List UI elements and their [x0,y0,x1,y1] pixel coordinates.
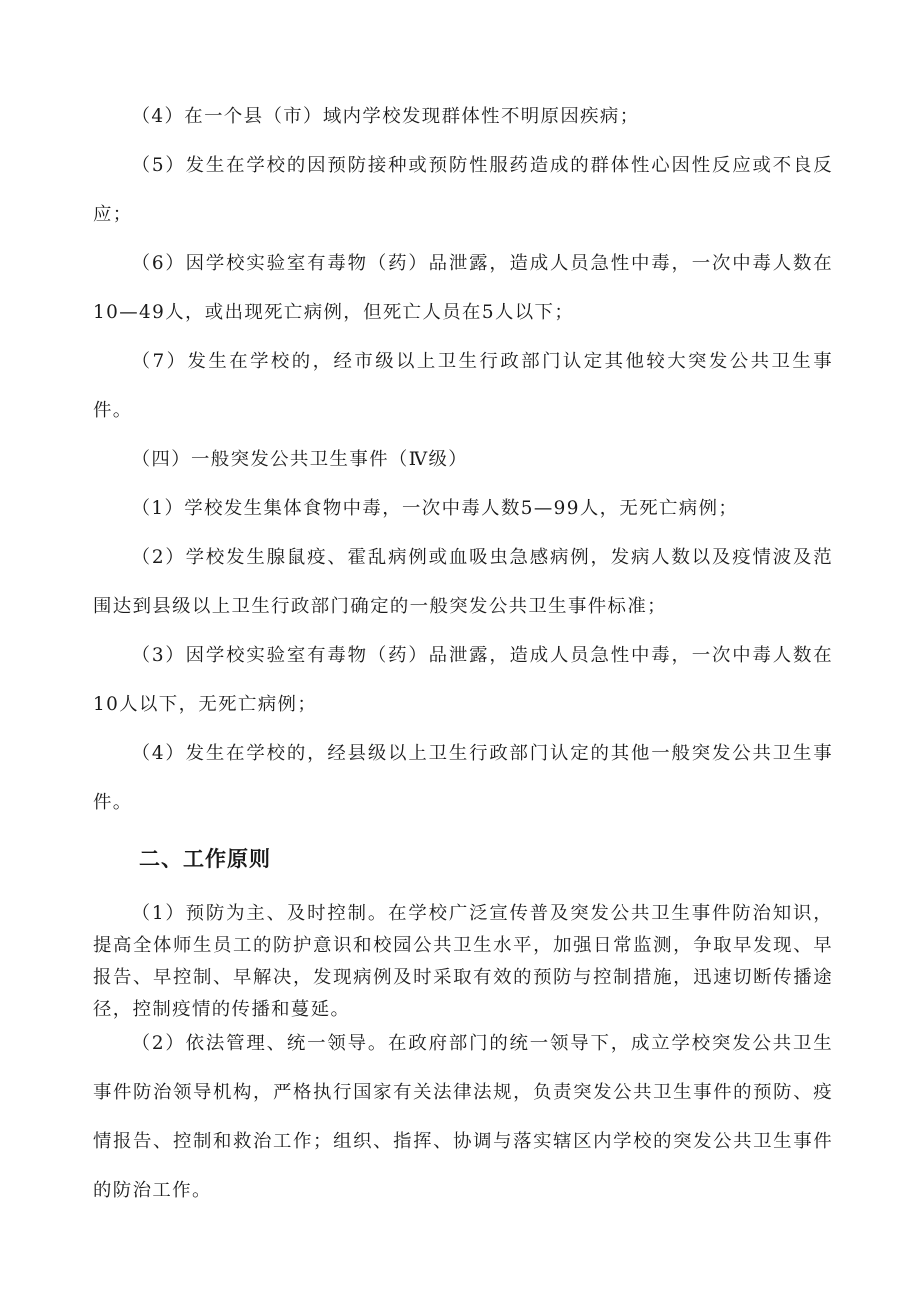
paragraph-item-4-county-disease: （4）在一个县（市）域内学校发现群体性不明原因疾病； [131,106,640,127]
paragraph-item-5-vaccination-reaction: （5）发生在学校的因预防接种或预防性服药造成的群体性心因性反应或不良反应； [93,155,833,225]
paragraph-item-4-general-event: （4）发生在学校的，经县级以上卫生行政部门认定的其他一般突发公共卫生事件。 [93,743,833,813]
subsection-heading-level-iv: （四）一般突发公共卫生事件（Ⅳ级） [131,449,469,470]
paragraph-item-3-lab-poisoning: （3）因学校实验室有毒物（药）品泄露，造成人员急性中毒，一次中毒人数在10人以下，无死亡病例； [93,645,833,715]
paragraph-item-1-food-poisoning: （1）学校发生集体食物中毒，一次中毒人数5—99人，无死亡病例； [131,498,739,519]
paragraph-principle-prevention: （1）预防为主、及时控制。在学校广泛宣传普及突发公共卫生事件防治知识，提高全体师生员工的防护意识和校园公共卫生水平，加强日常监测，争取早发现、早报告、早控制、早解决，发现病例及时采取有效的预防与控制措施，迅速切断传播途径，控制疫情的传播和蔓延。 [93,903,833,1020]
paragraph-principle-lawful-management: （2）依法管理、统一领导。在政府部门的统一领导下，成立学校突发公共卫生事件防治领导机构，严格执行国家有关法律法规，负责突发公共卫生事件的预防、疫情报告、控制和救治工作；组织、指挥、协调与落实辖区内学校的突发公共卫生事件的防治工作。 [93,1033,833,1201]
paragraph-item-6-lab-poisoning: （6）因学校实验室有毒物（药）品泄露，造成人员急性中毒，一次中毒人数在10—49人，或出现死亡病例，但死亡人员在5人以下； [93,253,833,323]
paragraph-item-7-major-event: （7）发生在学校的，经市级以上卫生行政部门认定其他较大突发公共卫生事件。 [93,351,833,421]
section-heading-work-principles: 二、工作原则 [139,847,271,871]
paragraph-item-2-plague-cholera: （2）学校发生腺鼠疫、霍乱病例或血吸虫急感病例，发病人数以及疫情波及范围达到县级以上卫生行政部门确定的一般突发公共卫生事件标准； [93,547,833,617]
